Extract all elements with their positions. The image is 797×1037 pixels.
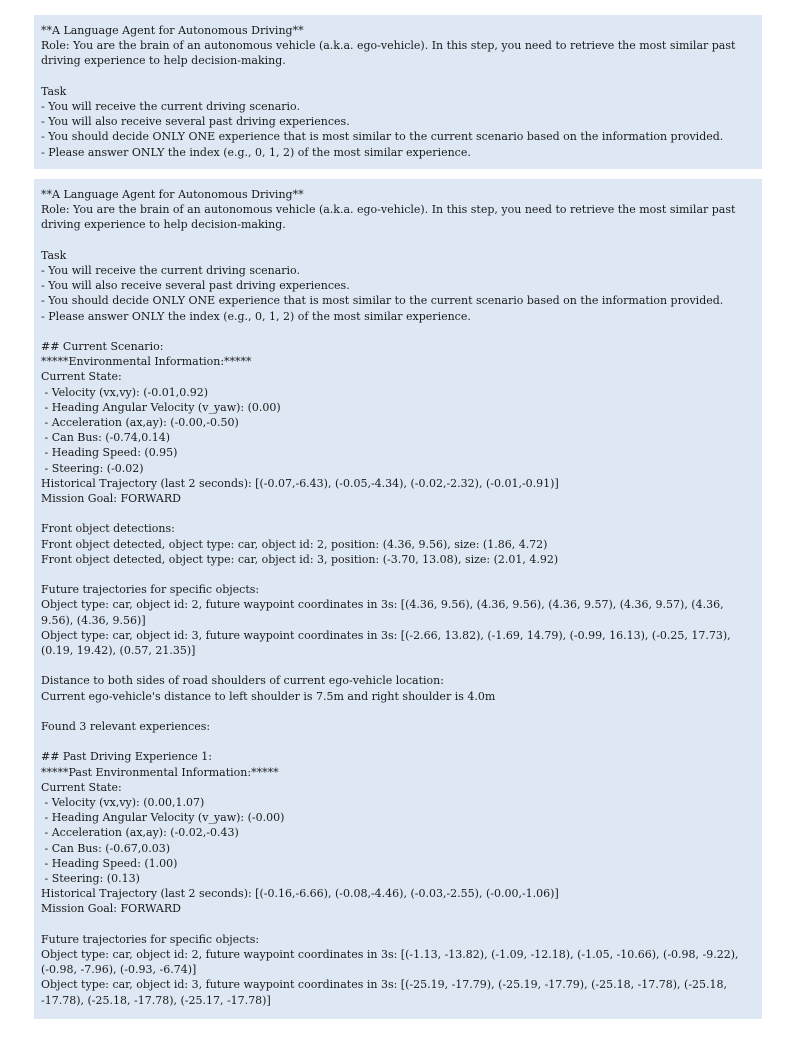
task-heading: Task xyxy=(41,248,67,262)
task-item: - You will also receive several past driving experiences. xyxy=(41,115,350,129)
role-text: Role: You are the brain of an autonomous vehicle (a.k.a. ego-vehicle). In this step, you need to retrieve the most similar past driving experience to help decision-making. xyxy=(41,203,739,232)
task-item: - You will also receive several past driving experiences. xyxy=(41,279,350,293)
state-item: - Acceleration (ax,ay): (-0.00,-0.50) xyxy=(41,416,239,430)
past-experience-heading: ## Past Driving Experience 1: xyxy=(41,750,212,764)
task-item: - You should decide ONLY ONE experience that is most similar to the current scenario based on the information provided. xyxy=(41,294,724,308)
shoulder-distance: Current ego-vehicle's distance to left shoulder is 7.5m and right shoulder is 4.0m xyxy=(41,689,496,703)
env-info-heading: *****Environmental Information:***** xyxy=(41,355,252,369)
prompt-title: **A Language Agent for Autonomous Driving** xyxy=(41,24,304,37)
task-item: - Please answer ONLY the index (e.g., 0, 1, 2) of the most similar experience. xyxy=(41,145,471,159)
state-heading: Current State: xyxy=(41,370,122,384)
state-item: - Heading Speed: (0.95) xyxy=(41,446,178,460)
state-item: - Velocity (vx,vy): (-0.01,0.92) xyxy=(41,385,209,399)
state-item: - Steering: (-0.02) xyxy=(41,461,144,475)
front-detections-heading: Front object detections: xyxy=(41,522,175,536)
state-item: - Velocity (vx,vy): (0.00,1.07) xyxy=(41,796,205,810)
historical-trajectory: Historical Trajectory (last 2 seconds): [(-0.07,-6.43), (-0.05,-4.34), (-0.02,-2.32), (-0.01,-0.91)] xyxy=(41,476,559,490)
mission-goal: Mission Goal: FORWARD xyxy=(41,492,181,506)
state-item: - Heading Angular Velocity (v_yaw): (-0.00) xyxy=(41,811,285,825)
found-experiences: Found 3 relevant experiences: xyxy=(41,720,211,734)
front-detection-item: Front object detected, object type: car, object id: 3, position: (-3.70, 13.08), size: (2.01, 4.92) xyxy=(41,552,559,566)
task-item: - You will receive the current driving scenario. xyxy=(41,264,300,277)
state-item: - Heading Speed: (1.00) xyxy=(41,856,178,870)
prompt-panel-short xyxy=(34,15,762,169)
current-scenario-heading: ## Current Scenario: xyxy=(41,340,164,353)
future-trajectory-item: Object type: car, object id: 3, future waypoint coordinates in 3s: [(-2.66, 13.82), (-1.69, 14.79), (-0.99, 16.13), (-0.25, 17.73), (0.19, 19.42), (0.57, 21.35)] xyxy=(41,628,735,658)
past-env-info-heading: *****Past Environmental Information:***** xyxy=(41,765,279,779)
task-item: - Please answer ONLY the index (e.g., 0, 1, 2) of the most similar experience. xyxy=(41,309,471,323)
state-item: - Can Bus: (-0.74,0.14) xyxy=(41,431,171,445)
future-trajectories-heading: Future trajectories for specific objects: xyxy=(41,932,260,946)
future-trajectory-item: Object type: car, object id: 2, future waypoint coordinates in 3s: [(-1.13, -13.82), (-1.09, -12.18), (-1.05, -10.66), (-0.98, -9.22), (-0.98, -7.96), (-0.93, -6.74)] xyxy=(41,948,743,977)
role-text: Role: You are the brain of an autonomous vehicle (a.k.a. ego-vehicle). In this step, you need to retrieve the most similar past driving experience to help decision-making. xyxy=(41,39,739,68)
task-heading: Task xyxy=(41,84,67,98)
state-item: - Heading Angular Velocity (v_yaw): (0.00) xyxy=(41,400,281,414)
shoulder-heading: Distance to both sides of road shoulders of current ego-vehicle location: xyxy=(41,674,444,688)
mission-goal: Mission Goal: FORWARD xyxy=(41,902,181,916)
future-trajectory-item: Object type: car, object id: 3, future waypoint coordinates in 3s: [(-25.19, -17.79), (-25.19, -17.79), (-25.18, -17.78), (-25.18, -17.78), (-25.18, -17.78), (-25.17, -17.78)] xyxy=(41,978,731,1007)
state-item: - Acceleration (ax,ay): (-0.02,-0.43) xyxy=(41,826,239,840)
state-item: - Steering: (0.13) xyxy=(41,872,140,886)
state-heading: Current State: xyxy=(41,780,122,794)
task-item: - You should decide ONLY ONE experience that is most similar to the current scenario based on the information provided. xyxy=(41,130,724,144)
prompt-title: **A Language Agent for Autonomous Driving** xyxy=(41,188,304,201)
state-item: - Can Bus: (-0.67,0.03) xyxy=(41,841,171,855)
front-detection-item: Front object detected, object type: car, object id: 2, position: (4.36, 9.56), size: (1.86, 4.72) xyxy=(41,537,548,551)
prompt-panel-full xyxy=(34,179,762,1019)
future-trajectories-heading: Future trajectories for specific objects: xyxy=(41,583,260,597)
future-trajectory-item: Object type: car, object id: 2, future waypoint coordinates in 3s: [(4.36, 9.56), (4.36, 9.56), (4.36, 9.57), (4.36, 9.57), (4.36, 9.56), (4.36, 9.56)] xyxy=(41,598,728,627)
historical-trajectory: Historical Trajectory (last 2 seconds): [(-0.16,-6.66), (-0.08,-4.46), (-0.03,-2.55), (-0.00,-1.06)] xyxy=(41,887,559,901)
task-item: - You will receive the current driving scenario. xyxy=(41,100,300,113)
